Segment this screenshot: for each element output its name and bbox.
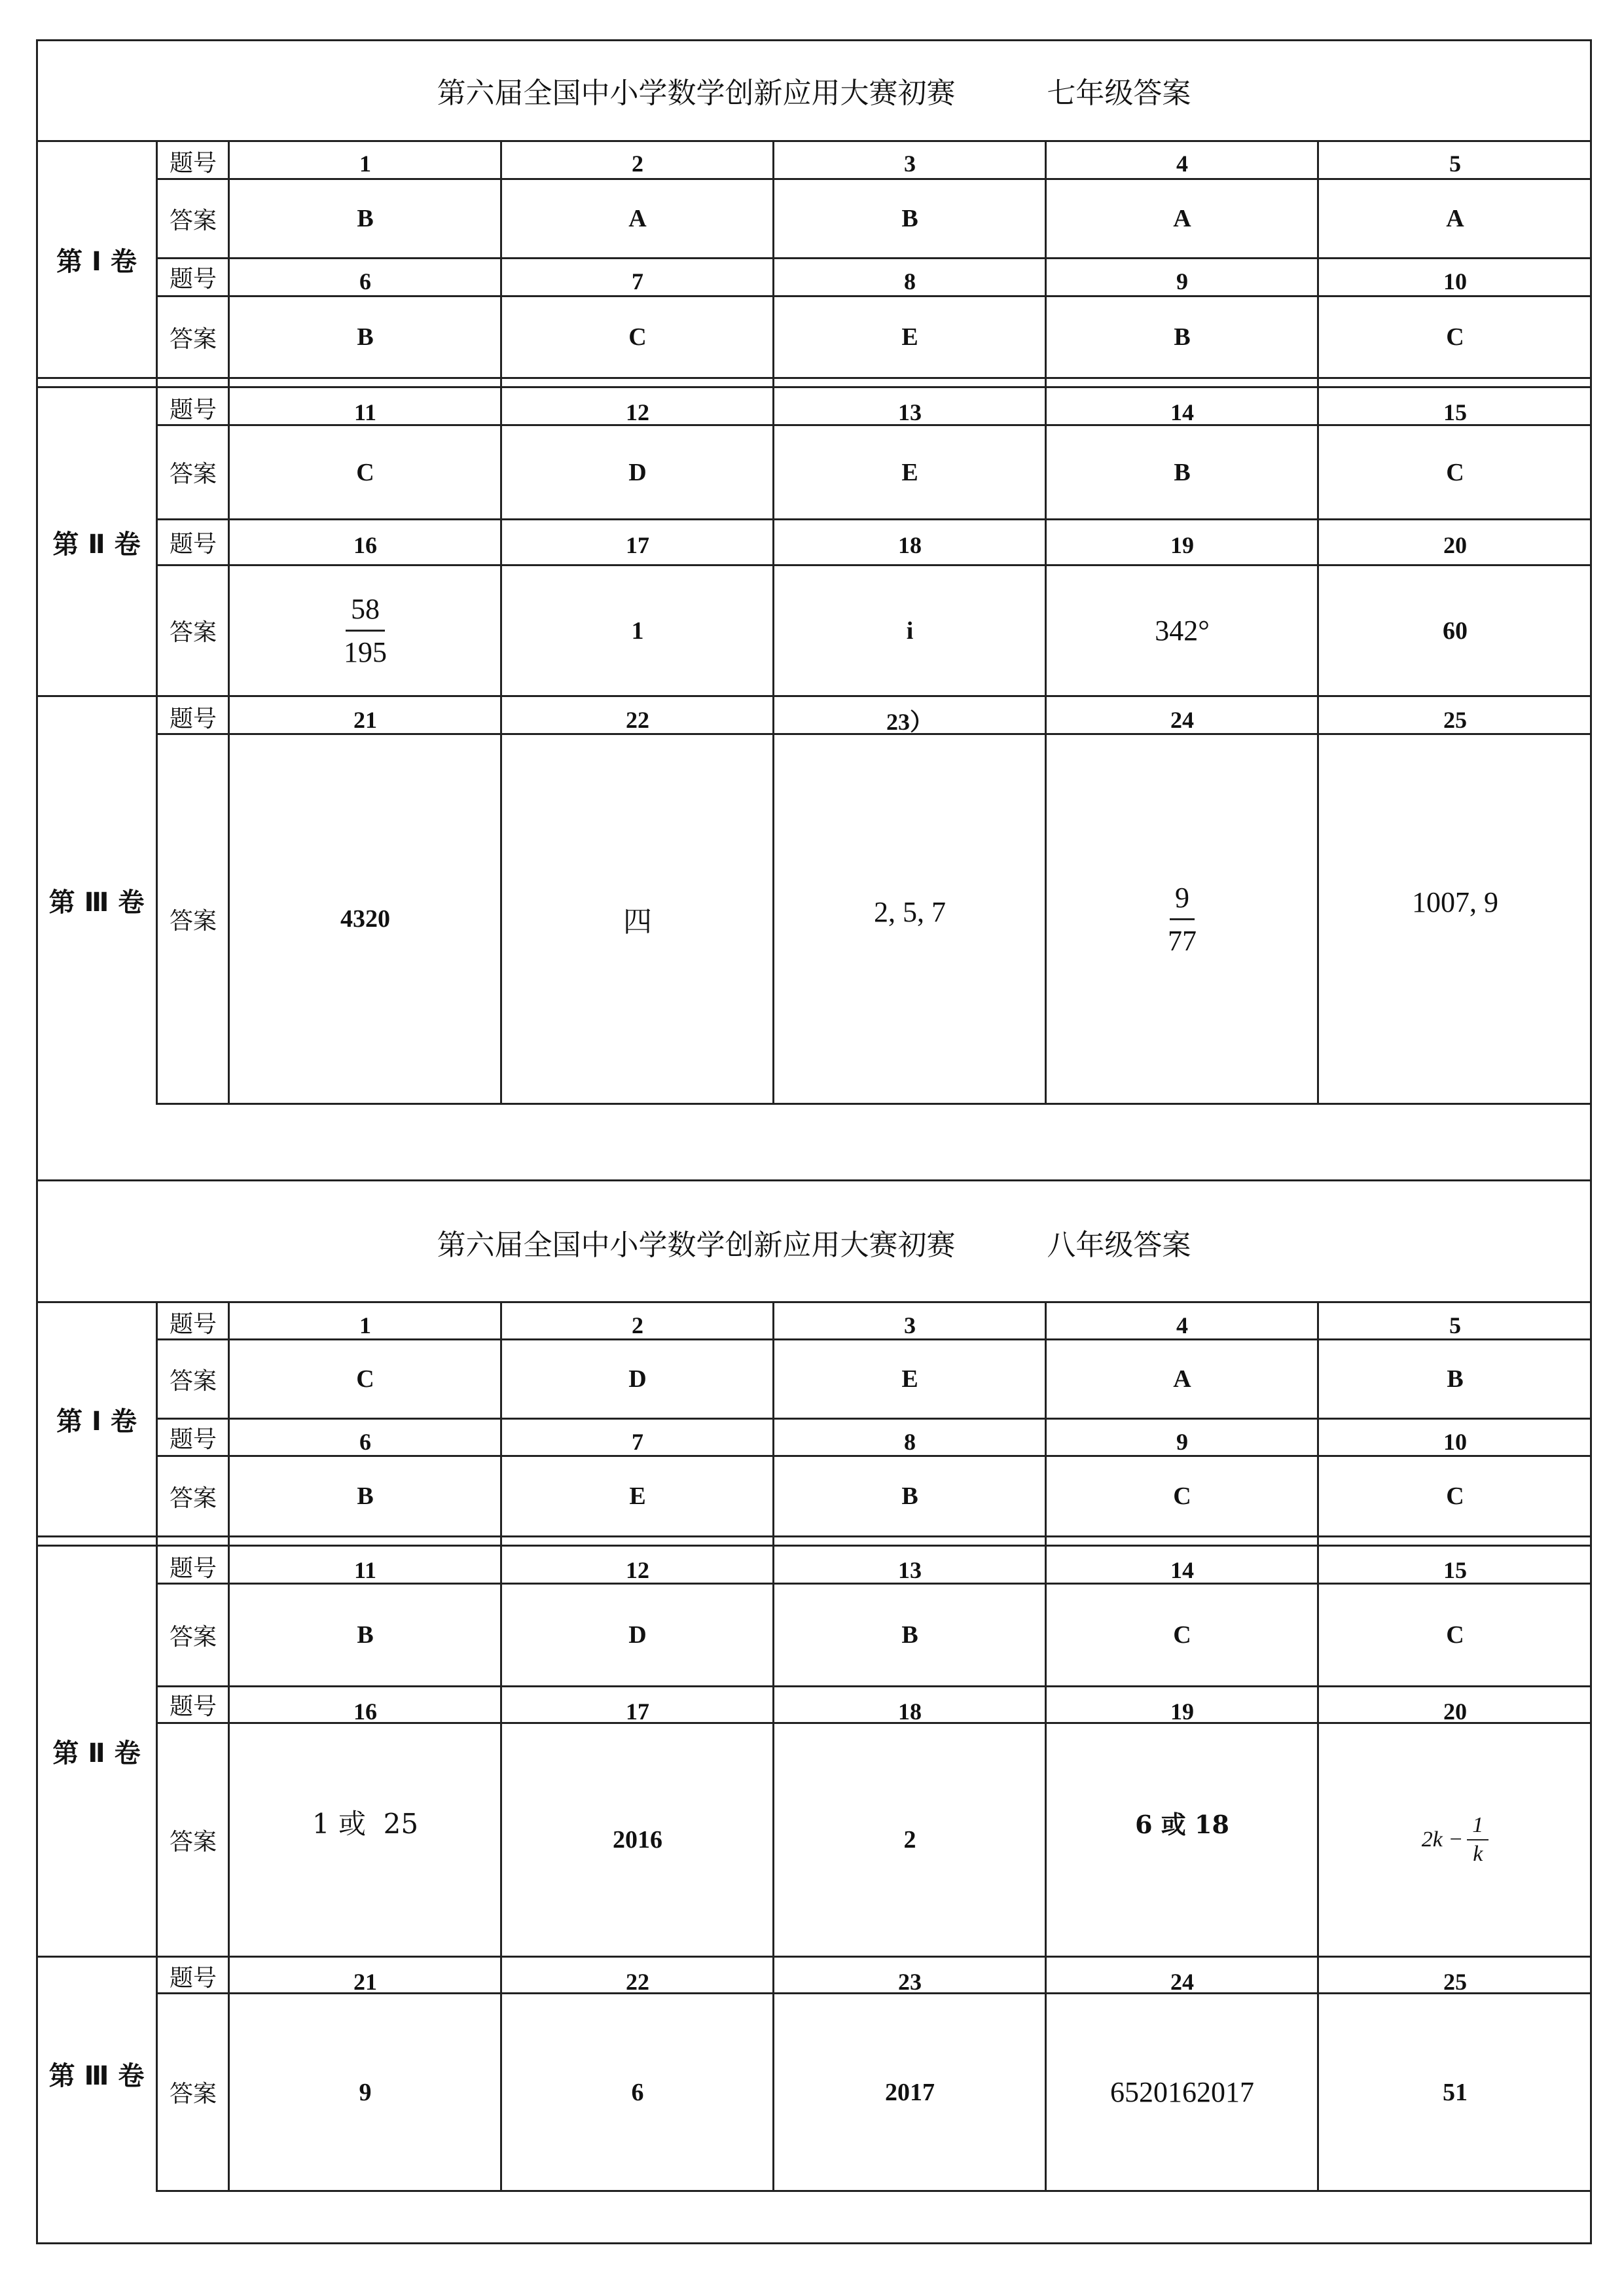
answer-value: 2016 <box>613 1826 662 1854</box>
answer-value: C <box>1446 1621 1464 1649</box>
answer-value: 1 或 25 <box>312 1808 419 1840</box>
question-number: 21 <box>353 707 377 733</box>
divider <box>1045 1301 1047 2192</box>
volume-2-label: 第 Ⅱ 卷 <box>52 529 141 560</box>
qno-label: 题号 <box>169 1310 217 1338</box>
answer-value: E <box>901 323 918 351</box>
answer-value: D <box>628 458 647 486</box>
divider <box>1045 140 1047 1105</box>
answer-value: B <box>357 1621 374 1649</box>
qno-label: 题号 <box>169 531 217 558</box>
question-number: 15 <box>1443 1557 1467 1583</box>
question-number: 20 <box>1443 531 1467 558</box>
divider <box>36 1301 1592 1303</box>
volume-2-label: 第 Ⅱ 卷 <box>52 1738 141 1768</box>
question-number: 2 <box>632 151 643 177</box>
grade8-title: 第六届全国中小学数学创新应用大赛初赛 八年级答案 <box>437 1228 1191 1262</box>
answer-label: 答案 <box>169 907 217 935</box>
divider <box>36 695 1592 697</box>
divider <box>36 140 1592 142</box>
question-number: 11 <box>353 399 376 425</box>
fraction-denominator: 77 <box>1168 924 1197 957</box>
question-number: 7 <box>632 1429 643 1455</box>
answer-expression <box>1318 1724 1592 1956</box>
answer-fraction <box>229 566 501 695</box>
question-number: 17 <box>626 531 649 558</box>
answer-value: 51 <box>1443 2078 1468 2106</box>
answer-label: 答案 <box>169 2081 217 2108</box>
divider <box>36 1956 1592 1958</box>
divider <box>1317 140 1319 1105</box>
answer-value: D <box>628 1365 647 1393</box>
divider <box>157 2190 1592 2192</box>
question-number: 19 <box>1170 1698 1194 1725</box>
question-number: 5 <box>1449 1312 1461 1338</box>
qno-label: 题号 <box>169 149 217 177</box>
answer-value: E <box>901 1365 918 1393</box>
divider <box>157 257 1592 259</box>
question-number: 16 <box>353 531 377 558</box>
divider <box>228 1301 230 2192</box>
qno-label: 题号 <box>169 705 217 732</box>
fraction-numerator: 9 <box>1170 881 1195 920</box>
answer-value: D <box>628 1621 647 1649</box>
answer-label: 答案 <box>169 1623 217 1651</box>
answer-value: C <box>628 323 647 351</box>
qno-label: 题号 <box>169 266 217 293</box>
divider <box>500 140 502 1105</box>
divider <box>772 140 774 1105</box>
answer-value: A <box>1173 1365 1191 1393</box>
answer-label: 答案 <box>169 325 217 353</box>
question-number: 14 <box>1170 399 1194 425</box>
question-number: 13 <box>898 399 922 425</box>
question-number: 23 <box>898 1969 922 1995</box>
question-number: 24 <box>1170 707 1194 733</box>
qno-label: 题号 <box>169 1554 217 1582</box>
answer-value: 1 <box>631 617 644 645</box>
divider <box>36 377 1592 379</box>
question-number: 17 <box>626 1698 649 1725</box>
question-number: 4 <box>1176 1312 1188 1338</box>
question-number: 25 <box>1443 1969 1467 1995</box>
answer-value: B <box>1174 323 1191 351</box>
answer-value: C <box>356 1365 374 1393</box>
fraction-numerator: 1 <box>1467 1813 1489 1840</box>
qno-label: 题号 <box>169 1426 217 1453</box>
divider <box>228 140 230 1105</box>
question-number: 23） <box>886 708 933 735</box>
question-number: 2 <box>632 1312 643 1338</box>
answer-value: 9 <box>359 2078 372 2106</box>
answer-value: 2 <box>903 1826 916 1854</box>
question-number: 13 <box>898 1557 922 1583</box>
divider <box>500 1301 502 2192</box>
grade7-title: 第六届全国中小学数学创新应用大赛初赛 七年级答案 <box>437 76 1191 110</box>
answer-label: 答案 <box>169 461 217 488</box>
divider <box>772 1301 774 2192</box>
qno-label: 题号 <box>169 1965 217 1992</box>
answer-value: 60 <box>1443 617 1468 645</box>
question-number: 11 <box>353 1557 376 1583</box>
expression-prefix: 2k − <box>1421 1827 1464 1852</box>
question-number: 12 <box>626 399 649 425</box>
divider <box>36 1535 1592 1537</box>
question-number: 22 <box>626 1969 649 1995</box>
answer-value: A <box>628 205 647 232</box>
divider <box>36 1545 1592 1547</box>
answer-value: 2017 <box>885 2078 935 2106</box>
divider <box>1317 1301 1319 2192</box>
question-number: 10 <box>1443 1429 1467 1455</box>
answer-value: 342° <box>1155 615 1210 647</box>
answer-value: B <box>1447 1365 1464 1393</box>
answer-value: i <box>906 617 914 645</box>
answer-value: B <box>357 205 374 232</box>
question-number: 8 <box>904 1429 916 1455</box>
divider <box>157 518 1592 520</box>
answer-value: 4320 <box>340 905 390 933</box>
question-number: 19 <box>1170 531 1194 558</box>
fraction-numerator: 58 <box>346 592 385 632</box>
answer-value: C <box>356 458 374 486</box>
answer-value: B <box>901 1621 918 1649</box>
answer-value: 6 <box>631 2078 644 2106</box>
qno-label: 题号 <box>169 1693 217 1720</box>
answer-value: C <box>1446 1482 1464 1510</box>
question-number: 21 <box>353 1969 377 1995</box>
answer-label: 答案 <box>169 207 217 234</box>
question-number: 5 <box>1449 151 1461 177</box>
divider <box>36 386 1592 388</box>
divider <box>156 1301 158 2192</box>
answer-value: C <box>1173 1621 1191 1649</box>
question-number: 22 <box>626 707 649 733</box>
question-number: 12 <box>626 1557 649 1583</box>
question-number: 10 <box>1443 268 1467 295</box>
answer-label: 答案 <box>169 1367 217 1395</box>
answer-value: 6 或 18 <box>1135 1809 1229 1839</box>
question-number: 8 <box>904 268 916 295</box>
answer-value: 四 <box>623 905 652 939</box>
question-number: 24 <box>1170 1969 1194 1995</box>
question-number: 18 <box>898 1698 922 1725</box>
fraction-denominator: k <box>1473 1842 1483 1866</box>
question-number: 3 <box>904 1312 916 1338</box>
answer-value: B <box>357 1482 374 1510</box>
volume-3-label: 第 Ⅲ 卷 <box>48 887 145 918</box>
question-number: 16 <box>353 1698 377 1725</box>
question-number: 9 <box>1176 268 1188 295</box>
question-number: 1 <box>359 1312 371 1338</box>
answer-value: B <box>1174 458 1191 486</box>
question-number: 1 <box>359 151 371 177</box>
question-number: 25 <box>1443 707 1467 733</box>
question-number: 6 <box>359 1429 371 1455</box>
answer-value: 6520162017 <box>1110 2076 1254 2108</box>
question-number: 4 <box>1176 151 1188 177</box>
answer-value: A <box>1173 205 1191 232</box>
answer-value: C <box>1446 323 1464 351</box>
question-number: 20 <box>1443 1698 1467 1725</box>
divider <box>157 1418 1592 1420</box>
divider <box>157 1685 1592 1687</box>
divider <box>157 1103 1592 1105</box>
volume-3-label: 第 Ⅲ 卷 <box>48 2061 145 2091</box>
answer-value: A <box>1446 205 1464 232</box>
question-number: 3 <box>904 151 916 177</box>
answer-label: 答案 <box>169 619 217 646</box>
answer-label: 答案 <box>169 1828 217 1856</box>
answer-value: B <box>901 205 918 232</box>
question-number: 15 <box>1443 399 1467 425</box>
answer-value: C <box>1446 458 1464 486</box>
fraction-denominator: 195 <box>344 636 387 668</box>
answer-value: C <box>1173 1482 1191 1510</box>
question-number: 14 <box>1170 1557 1194 1583</box>
answer-value: E <box>629 1482 646 1510</box>
answer-label: 答案 <box>169 1484 217 1512</box>
volume-1-label: 第 Ⅰ 卷 <box>56 1407 137 1437</box>
question-number: 7 <box>632 268 643 295</box>
answer-fraction <box>1046 735 1318 1103</box>
answer-value: E <box>901 458 918 486</box>
answer-value: B <box>901 1482 918 1510</box>
question-number: 9 <box>1176 1429 1188 1455</box>
answer-value: B <box>357 323 374 351</box>
divider <box>156 140 158 1105</box>
answer-value: 2, 5, 7 <box>874 895 946 928</box>
volume-1-label: 第 Ⅰ 卷 <box>56 246 137 277</box>
answer-value: 1007, 9 <box>1412 886 1498 918</box>
question-number: 18 <box>898 531 922 558</box>
question-number: 6 <box>359 268 371 295</box>
qno-label: 题号 <box>169 396 217 423</box>
